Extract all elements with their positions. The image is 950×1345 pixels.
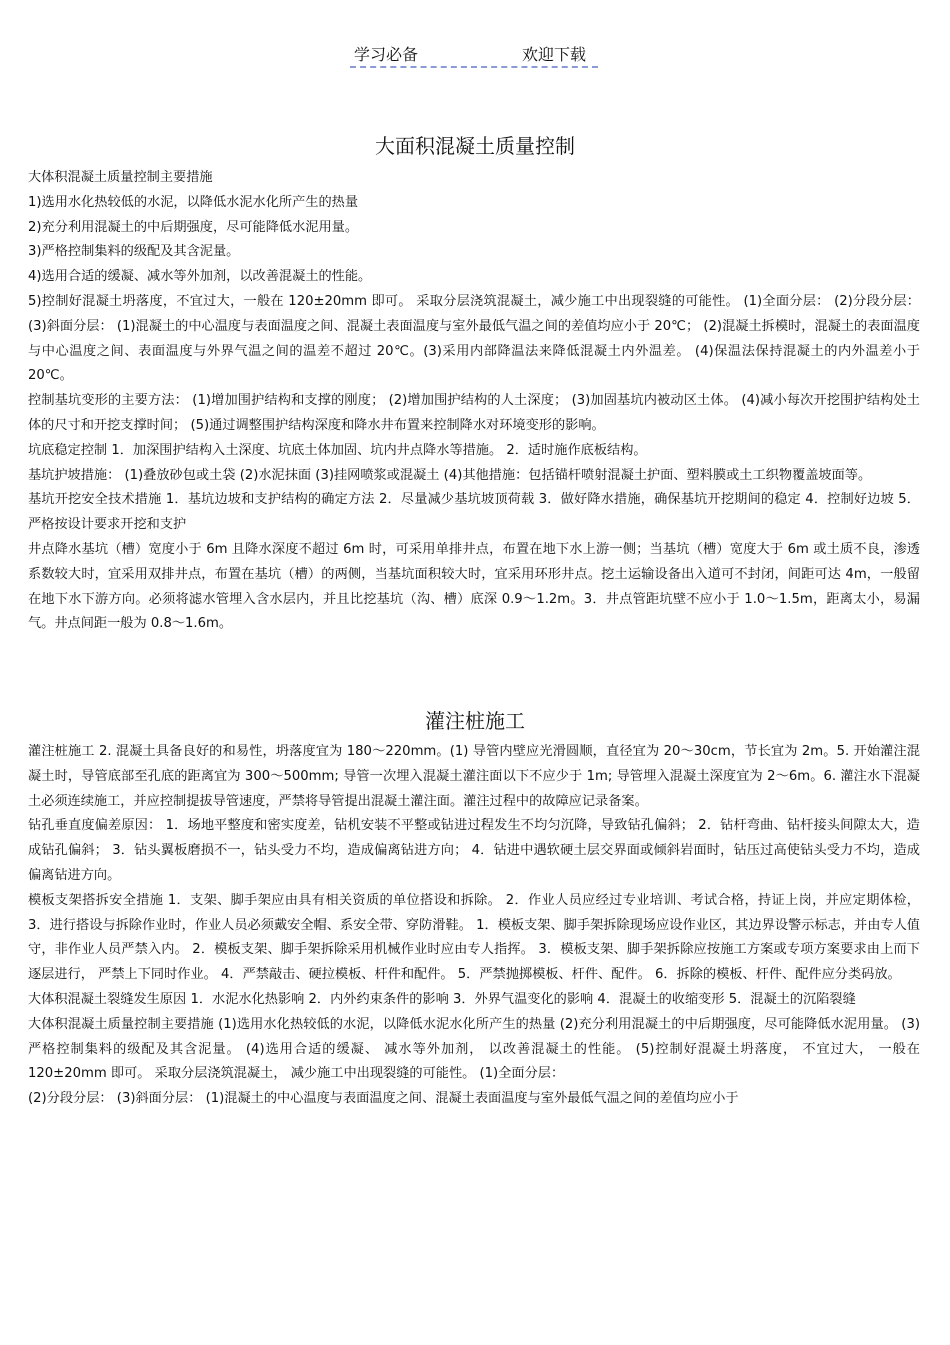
paragraph: 基坑开挖安全技术措施 1．基坑边坡和支护结构的确定方法 2．尽量减少基坑坡顶荷载 3．做好降水措施，确保基坑开挖期间的稳定 4．控制好边坡 5．严格按设计要求开挖和支护 (28, 492, 920, 533)
paragraph: 模板支架搭拆安全措施 1．支架、脚手架应由具有相关资质的单位搭设和拆除。 2．作业人员应经过专业培训、考试合格，持证上岗，并应定期体检， 3．进行搭设与拆除作业时，作业人员必须戴安全帽、系安全带、穿防滑鞋。 1．模板支架、脚手架拆除现场应设作业区，其边界设警示标志，并由专人值守，非作业人员严禁入内。 2．模板支架、脚手架拆除采用机械作业时应由专人指挥。 3．模板支架、脚手架拆除应按施工方案或专项方案要求由上而下逐层进行， 严禁上下同时作业。 4．严禁敲击、硬拉模板、杆件和配件。 5．严禁抛掷模板、杆件、配件。 6．拆除的模板、杆件、配件应分类码放。 (28, 892, 920, 983)
paragraph: 钻孔垂直度偏差原因： 1．场地平整度和密实度差，钻机安装不平整或钻进过程发生不均匀沉降，导致钻孔偏斜； 2．钻杆弯曲、钻杆接头间隙太大，造成钻孔偏斜； 3．钻头翼板磨损不一，钻头受力不均，造成偏离钻进方向； 4．钻进中遇软硬土层交界面或倾斜岩面时，钻压过高使钻头受力不均，造成偏离钻进方向。 (28, 818, 920, 883)
paragraph: 1)选用水化热较低的水泥，以降低水泥水化所产生的热量 (28, 194, 359, 210)
section-body-bored-pile (28, 740, 920, 1112)
paragraph: 控制基坑变形的主要方法： (1)增加围护结构和支撑的刚度； (2)增加围护结构的人土深度； (3)加固基坑内被动区土体。 (4)减小每次开挖围护结构处土体的尺寸和开挖支撑时间； (5)通过调整围护结构深度和降水井布置来控制降水对环境变形的影响。 (28, 393, 920, 433)
header-left-text: 学习必备 (354, 45, 419, 64)
section-body-mass-concrete (28, 166, 920, 637)
section-title-mass-concrete: 大面积混凝土质量控制 (375, 134, 575, 158)
header-right-text: 欢迎下载 (522, 45, 587, 64)
paragraph: 4)选用合适的缓凝、减水等外加剂，以改善混凝土的性能。 (28, 269, 372, 285)
paragraph: 2)充分利用混凝土的中后期强度，尽可能降低水泥用量。 (28, 219, 359, 235)
paragraph: (2)分段分层： (3)斜面分层： (1)混凝土的中心温度与表面温度之间、混凝土表面温度与室外最低气温之间的差值均应小于 (28, 1091, 739, 1107)
paragraph: 大体积混凝土质量控制主要措施 (1)选用水化热较低的水泥，以降低水泥水化所产生的热量 (2)充分利用混凝土的中后期强度，尽可能降低水泥用量。 (3)严格控制集料的级配及其含泥量。 (4)选用合适的缓凝、 减水等外加剂， 以改善混凝土的性能。 (5)控制好混凝土坍落度， 不宜过大， 一般在 120±20mm 即可。 采取分层浇筑混凝土， 减少施工中出现裂缝的可能性。 (1)全面分层： (28, 1016, 920, 1082)
paragraph: 大体积混凝土质量控制主要措施 (28, 170, 213, 185)
page-header (350, 40, 598, 68)
paragraph: 井点降水基坑（槽）宽度小于 6m 且降水深度不超过 6m 时，可采用单排井点，布置在地下水上游一侧；当基坑（槽）宽度大于 6m 或土质不良，渗透系数较大时，宜采用双排井点，布置在基坑（槽）的两侧，当基坑面积较大时，宜采用环形井点。挖土运输设备出入道可不封闭，间距可达 4m，一般留在地下水下游方向。必须将滤水管埋入含水层内，并且比挖基坑（沟、槽）底深 0.9～1.2m。3．井点管距坑壁不应小于 1.0～1.5m，距离太小，易漏气。井点间距一般为 0.8～1.6m。 (28, 541, 920, 632)
paragraph: 灌注桩施工 2. 混凝土具备良好的和易性，坍落度宜为 180～220mm。(1) 导管内壁应光滑圆顺，直径宜为 20～30cm，节长宜为 2m。5. 开始灌注混凝土时，导管底部至孔底的距离宜为 300～500mm; 导管一次埋入混凝土灌注面以下不应少于 1m; 导管埋入混凝土深度宜为 2～6m。6. 灌注水下混凝土必须连续施工，并应控制提拔导管速度，严禁将导管提出混凝土灌注面。灌注过程中的故障应记录备案。 (28, 744, 920, 809)
paragraph: 5)控制好混凝土坍落度，不宜过大，一般在 120±20mm 即可。 采取分层浇筑混凝土，减少施工中出现裂缝的可能性。 (1)全面分层： (2)分段分层： (3)斜面分层： (1)混凝土的中心温度与表面温度之间、混凝土表面温度与室外最低气温之间的差值均应小于 20℃； (2)混凝土拆模时，混凝土的表面温度与中心温度之间、表面温度与外界气温之间的温差不超过 20℃。(3)采用内部降温法来降低混凝土内外温差。 (4)保温法保持混凝土的内外温差小于 20℃。 (28, 293, 920, 384)
paragraph: 坑底稳定控制 1．加深围护结构入土深度、坑底土体加固、坑内井点降水等措施。 2．适时施作底板结构。 (28, 442, 647, 458)
paragraph: 基坑护坡措施： (1)叠放砂包或土袋 (2)水泥抹面 (3)挂网喷浆或混凝土 (4)其他措施：包括锚杆喷射混凝土护面、塑料膜或土工织物覆盖坡面等。 (28, 467, 872, 483)
paragraph: 大体积混凝土裂缝发生原因 1．水泥水化热影响 2．内外约束条件的影响 3．外界气温变化的影响 4．混凝土的收缩变形 5．混凝土的沉陷裂缝 (28, 991, 856, 1007)
paragraph: 3)严格控制集料的级配及其含泥量。 (28, 244, 240, 260)
section-title-bored-pile: 灌注桩施工 (425, 709, 525, 733)
